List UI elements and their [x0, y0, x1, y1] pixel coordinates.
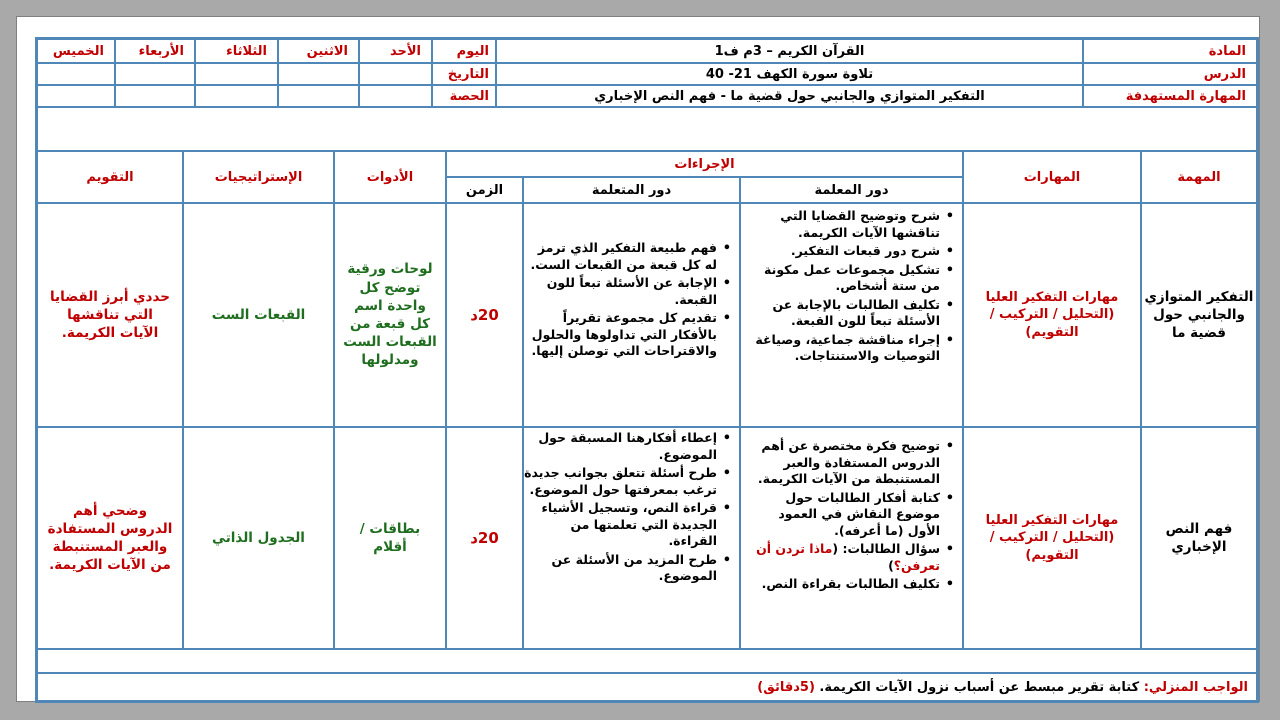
- empty-cell: [37, 85, 115, 107]
- period-label: الحصة: [449, 89, 489, 104]
- lesson-value: تلاوة سورة الكهف 21- 40: [705, 67, 874, 82]
- list-item: • شرح وتوضيح القضايا التي تناقشها الآيات الكريمة.: [744, 208, 940, 241]
- skill-value-cell: [496, 85, 1083, 107]
- period-label-cell: [432, 85, 496, 107]
- header-strategies: الإستراتيجيات: [183, 151, 334, 203]
- list-item: • فهم طبيعة التفكير الذي ترمز له كل قبعة من القبعات الست.: [523, 240, 717, 273]
- homework-row: [37, 673, 1257, 701]
- list-item: • توضيح فكرة مختصرة عن أهم الدروس المستفادة والعبر المستنبطة من الآيات الكريمة.: [744, 438, 940, 488]
- homework-duration: (5دقائق): [757, 680, 815, 695]
- row2-task: فهم النص الإخباري: [1141, 427, 1257, 649]
- empty-cell: [115, 63, 195, 85]
- day-label: اليوم: [456, 44, 489, 59]
- spacer-row: [37, 649, 1257, 673]
- list-item: • تكليف الطالبات بالإجابة عن الأسئلة تبعاً للون القبعة.: [744, 297, 940, 330]
- empty-cell: [195, 63, 278, 85]
- skill-value: التفكير المتوازي والجانبي حول قضية ما - فهم النص الإخباري: [594, 89, 985, 104]
- list-item: • قراءة النص، وتسجيل الأشياء الجديدة التي تعلمتها من القراءة.: [523, 500, 717, 550]
- lesson-label: الدرس: [1203, 67, 1246, 82]
- subject-label: المادة: [1208, 44, 1246, 59]
- row1-evaluation: حددي أبرز القضايا التي تناقشها الآيات الكريمة.: [37, 203, 183, 427]
- question-highlight: ماذا تردن أن تعرفن؟: [756, 541, 940, 573]
- empty-cell: [195, 85, 278, 107]
- homework-text: كتابة تقرير مبسط عن أسباب نزول الآيات الكريمة.: [819, 680, 1140, 695]
- skill-label-cell: [1083, 85, 1257, 107]
- list-item: • طرح المزيد من الأسئلة عن الموضوع.: [523, 552, 717, 585]
- skill-label: المهارة المستهدفة: [1125, 89, 1246, 104]
- list-item: • كتابة أفكار الطالبات حول موضوع النقاش في العمود الأول (ما أعرفه).: [744, 490, 940, 540]
- row1-task: التفكير المتوازي والجانبي حول قضية ما: [1141, 203, 1257, 427]
- row1-strategy: القبعات الست: [183, 203, 334, 427]
- row1-tools: لوحات ورقية توضح كل واحدة اسم كل قبعة من القبعات الست ومدلولها: [334, 203, 446, 427]
- day-sunday: الأحد: [359, 39, 432, 63]
- row2-time: 20د: [446, 427, 523, 649]
- header-tools: الأدوات: [334, 151, 446, 203]
- list-item: • شرح دور قبعات التفكير.: [744, 243, 940, 260]
- list-item: • تكليف الطالبات بقراءة النص.: [744, 576, 940, 593]
- header-time: الزمن: [446, 177, 523, 203]
- date-label: التاريخ: [447, 67, 489, 82]
- empty-cell: [115, 85, 195, 107]
- empty-cell: [37, 63, 115, 85]
- empty-cell: [359, 85, 432, 107]
- spacer-row: [37, 107, 1257, 151]
- lesson-plan-table: [35, 37, 1259, 703]
- day-wednesday: الأربعاء: [115, 39, 195, 63]
- row2-tools: بطاقات / أقلام: [334, 427, 446, 649]
- list-item: • تشكيل مجموعات عمل مكونة من ستة أشخاص.: [744, 262, 940, 295]
- list-item: • الإجابة عن الأسئلة تبعاً للون القبعة.: [523, 275, 717, 308]
- empty-cell: [278, 63, 359, 85]
- day-monday: الاثنين: [278, 39, 359, 63]
- row2-evaluation: وضحي أهم الدروس المستفادة والعبر المستنبطة من الآيات الكريمة.: [37, 427, 183, 649]
- list-item: • تقديم كل مجموعة تقريراً بالأفكار التي تداولوها والحلول والاقتراحات التي توصلن إليها.: [523, 310, 717, 360]
- day-label-cell: [432, 39, 496, 63]
- header-teacher-role: دور المعلمة: [740, 177, 963, 203]
- lesson-plan-page: [16, 16, 1260, 702]
- date-label-cell: [432, 63, 496, 85]
- day-thursday: الخميس: [37, 39, 115, 63]
- list-item: • إعطاء أفكارهنا المسبقة حول الموضوع.: [523, 430, 717, 463]
- homework-label: الواجب المنزلي:: [1143, 680, 1248, 695]
- lesson-value-cell: [496, 63, 1083, 85]
- list-item: • إجراء مناقشة جماعية، وصياغة التوصيات والاستنتاجات.: [744, 332, 940, 365]
- header-student-role: دور المتعلمة: [523, 177, 740, 203]
- header-evaluation: التقويم: [37, 151, 183, 203]
- row2-student-role: [523, 427, 740, 649]
- header-skills: المهارات: [963, 151, 1141, 203]
- subject-label-cell: [1083, 39, 1257, 63]
- subject-value-cell: [496, 39, 1083, 63]
- row2-strategy: الجدول الذاتي: [183, 427, 334, 649]
- row1-skills: مهارات التفكير العليا (التحليل / التركيب / التقويم): [963, 203, 1141, 427]
- row1-time: 20د: [446, 203, 523, 427]
- day-tuesday: الثلاثاء: [195, 39, 278, 63]
- row2-skills: مهارات التفكير العليا (التحليل / التركيب / التقويم): [963, 427, 1141, 649]
- empty-cell: [359, 63, 432, 85]
- list-item: • سؤال الطالبات: (ماذا تردن أن تعرفن؟): [744, 541, 940, 574]
- header-procedures: الإجراءات: [446, 151, 963, 177]
- list-item: • طرح أسئلة تتعلق بجوانب جديدة ترغب بمعرفتها حول الموضوع.: [523, 465, 717, 498]
- row2-teacher-role: [740, 427, 963, 649]
- row1-student-role: [523, 203, 740, 427]
- row1-teacher-role: [740, 203, 963, 427]
- lesson-label-cell: [1083, 63, 1257, 85]
- empty-cell: [278, 85, 359, 107]
- header-task: المهمة: [1141, 151, 1257, 203]
- subject-value: القرآن الكريم – 3م ف1: [714, 44, 865, 59]
